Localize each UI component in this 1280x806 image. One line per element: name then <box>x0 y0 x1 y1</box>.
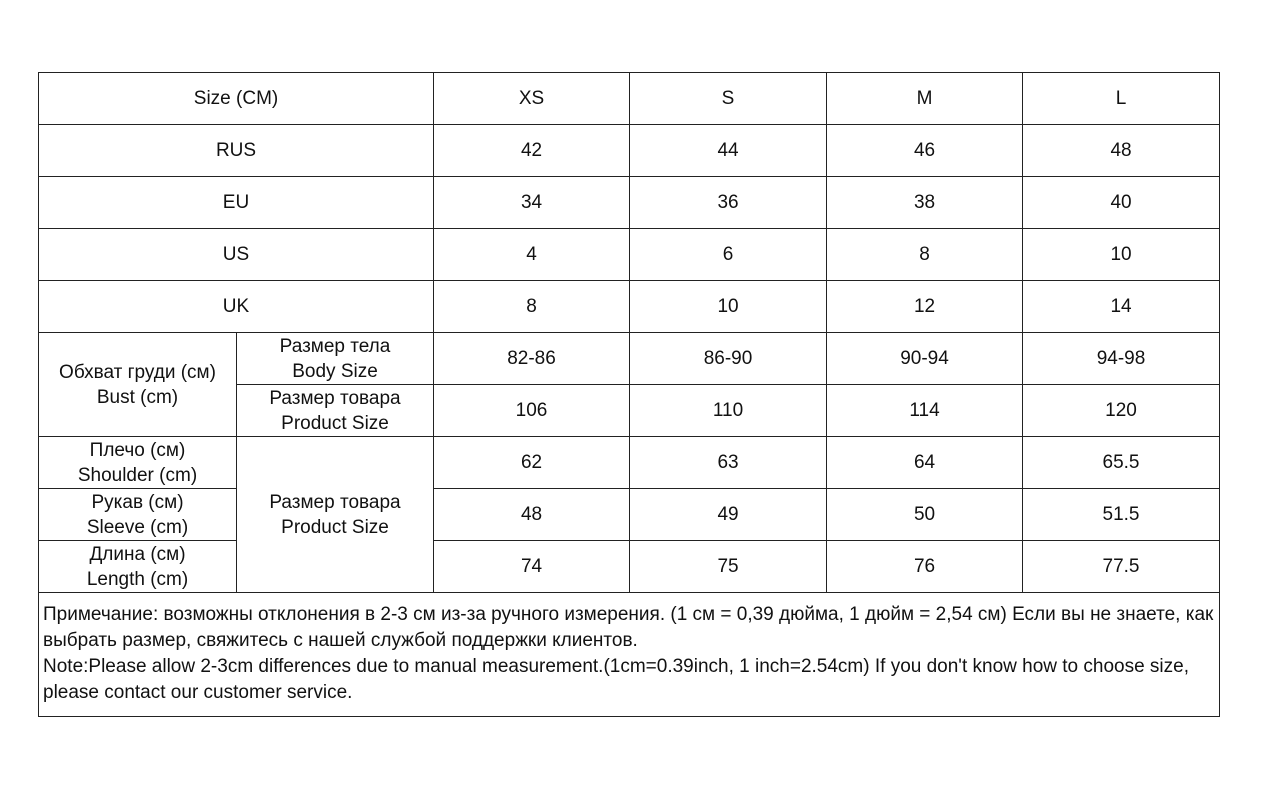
cell-value: 51.5 <box>1023 489 1220 541</box>
cell-value: 8 <box>434 281 630 333</box>
sublabel-ru: Размер товара <box>269 387 401 409</box>
size-header-label: Size (CM) <box>39 73 434 125</box>
product-size-label <box>237 437 434 593</box>
cell-value: 76 <box>827 541 1023 593</box>
cell-value: 77.5 <box>1023 541 1220 593</box>
cell-value: 40 <box>1023 177 1220 229</box>
cell-value: 94-98 <box>1023 333 1220 385</box>
cell-value: 4 <box>434 229 630 281</box>
label-ru: Плечо (см) <box>89 439 186 461</box>
note-cell <box>39 593 1220 717</box>
row-label-uk: UK <box>39 281 434 333</box>
cell-value: 46 <box>827 125 1023 177</box>
size-header-l: L <box>1023 73 1220 125</box>
bust-body-size-label <box>237 333 434 385</box>
cell-value: 82-86 <box>434 333 630 385</box>
cell-value: 38 <box>827 177 1023 229</box>
cell-value: 50 <box>827 489 1023 541</box>
label-en: Shoulder (cm) <box>77 464 198 486</box>
bust-product-size-label <box>237 385 434 437</box>
size-header-s: S <box>630 73 827 125</box>
table-row <box>39 125 1220 177</box>
cell-value: 114 <box>827 385 1023 437</box>
cell-value: 90-94 <box>827 333 1023 385</box>
table-row <box>39 541 1220 593</box>
table-row <box>39 437 1220 489</box>
label-ru: Рукав (см) <box>91 491 184 513</box>
label-en: Length (cm) <box>86 568 189 590</box>
sublabel-ru: Размер товара <box>269 491 401 513</box>
cell-value: 6 <box>630 229 827 281</box>
cell-value: 36 <box>630 177 827 229</box>
sublabel-ru: Размер тела <box>279 335 391 357</box>
table-row <box>39 333 1220 385</box>
cell-value: 14 <box>1023 281 1220 333</box>
header-row <box>39 73 1220 125</box>
cell-value: 12 <box>827 281 1023 333</box>
bust-label-en: Bust (cm) <box>96 386 179 408</box>
cell-value: 10 <box>1023 229 1220 281</box>
size-header-xs: XS <box>434 73 630 125</box>
sublabel-en: Product Size <box>281 412 389 434</box>
cell-value: 63 <box>630 437 827 489</box>
sublabel-en: Product Size <box>281 516 389 538</box>
sleeve-label <box>39 489 237 541</box>
cell-value: 120 <box>1023 385 1220 437</box>
cell-value: 34 <box>434 177 630 229</box>
cell-value: 62 <box>434 437 630 489</box>
sublabel-en: Body Size <box>292 360 378 382</box>
cell-value: 48 <box>434 489 630 541</box>
table-row <box>39 489 1220 541</box>
cell-value: 42 <box>434 125 630 177</box>
cell-value: 106 <box>434 385 630 437</box>
cell-value: 44 <box>630 125 827 177</box>
table-row <box>39 281 1220 333</box>
cell-value: 10 <box>630 281 827 333</box>
length-label <box>39 541 237 593</box>
note-en: Note:Please allow 2-3cm differences due to manual measurement.(1cm=0.39inch, 1 inch=2.54cm) If you don't know how to choose size, please contact our customer service. <box>43 656 1190 703</box>
cell-value: 64 <box>827 437 1023 489</box>
table-row <box>39 229 1220 281</box>
cell-value: 65.5 <box>1023 437 1220 489</box>
table-row <box>39 177 1220 229</box>
bust-label <box>39 333 237 437</box>
bust-label-ru: Обхват груди (см) <box>59 361 216 383</box>
shoulder-label <box>39 437 237 489</box>
label-ru: Длина (см) <box>89 543 186 565</box>
row-label-rus: RUS <box>39 125 434 177</box>
size-chart-table <box>38 72 1220 717</box>
cell-value: 86-90 <box>630 333 827 385</box>
label-en: Sleeve (cm) <box>86 516 189 538</box>
note-row <box>39 593 1220 717</box>
cell-value: 75 <box>630 541 827 593</box>
row-label-eu: EU <box>39 177 434 229</box>
cell-value: 8 <box>827 229 1023 281</box>
note-ru: Примечание: возможны отклонения в 2-3 см из-за ручного измерения. (1 см = 0,39 дюйма, 1 дюйм = 2,54 см) Если вы не знаете, как выбрать размер, свяжитесь с нашей службой поддержки клиентов. <box>43 604 1214 651</box>
cell-value: 49 <box>630 489 827 541</box>
row-label-us: US <box>39 229 434 281</box>
cell-value: 48 <box>1023 125 1220 177</box>
size-header-m: M <box>827 73 1023 125</box>
cell-value: 110 <box>630 385 827 437</box>
cell-value: 74 <box>434 541 630 593</box>
